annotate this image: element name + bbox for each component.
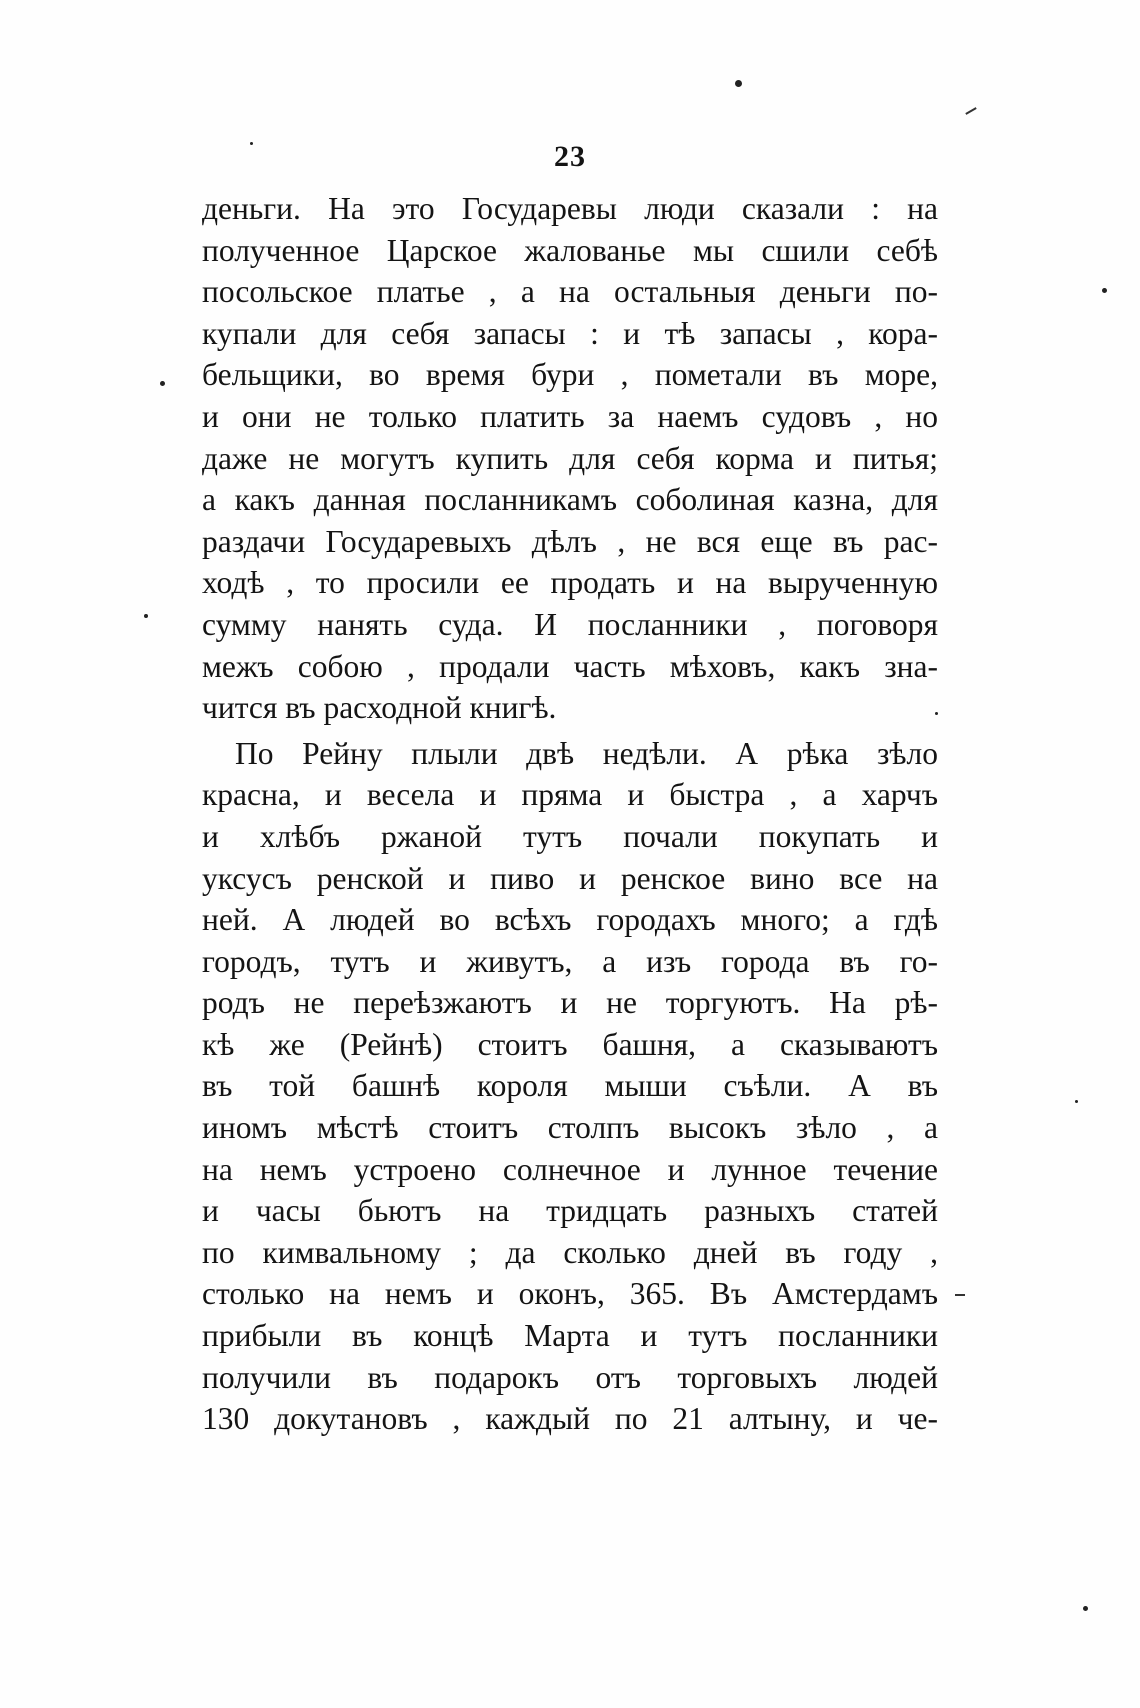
- scan-stroke: [965, 107, 976, 115]
- scan-speck: [250, 142, 253, 145]
- scan-speck: [144, 614, 148, 618]
- scan-speck: [1102, 288, 1107, 293]
- text-line: на немъ устроено солнечное и лунное течение: [202, 1151, 938, 1187]
- text-line: въ той башнѣ короля мыши съѣли. А въ: [202, 1068, 938, 1104]
- text-line: ходѣ , то просили ее продать и на вырученную: [202, 565, 938, 601]
- text-line: межъ собою , продали часть мѣховъ, какъ зна-: [202, 648, 938, 684]
- text-line: и хлѣбъ ржаной тутъ почали покупать и: [202, 818, 938, 854]
- text-line: прибыли въ концѣ Марта и тутъ посланники: [202, 1318, 938, 1354]
- text-line: кѣ же (Рейнѣ) стоитъ башня, а сказываютъ: [202, 1026, 938, 1062]
- text-line: уксусъ ренской и пиво и ренское вино все на: [202, 860, 938, 896]
- text-line: родъ не переѣзжаютъ и не торгуютъ. На рѣ-: [202, 985, 938, 1021]
- page-number: 23: [554, 140, 586, 173]
- text-line: и они не только платить за наемъ судовъ , но: [202, 398, 938, 434]
- text-line: по кимвальному ; да сколько дней въ году ,: [202, 1234, 938, 1270]
- scan-speck: [935, 712, 938, 715]
- text-line: а какъ данная посланникамъ соболиная казна, для: [202, 482, 938, 518]
- text-line: получили въ подарокъ отъ торговыхъ людей: [202, 1359, 938, 1395]
- body-text: [202, 188, 938, 1440]
- scan-speck: [1075, 1100, 1078, 1103]
- text-line: даже не могутъ купить для себя корма и питья;: [202, 440, 938, 476]
- text-line: ней. А людей во всѣхъ городахъ много; а гдѣ: [202, 902, 938, 938]
- text-line: посольское платье , а на остальныя деньги по-: [202, 274, 938, 310]
- text-line: чится въ расходной книгѣ.: [202, 690, 557, 726]
- text-line: столько на немъ и оконъ, 365. Въ Амстердамъ: [202, 1276, 938, 1312]
- text-line: иномъ мѣстѣ стоитъ столпъ высокъ зѣло , а: [202, 1110, 938, 1146]
- text-line: раздачи Государевыхъ дѣлъ , не вся еще въ рас-: [202, 523, 938, 559]
- text-line: бельщики, во время бури , пометали въ море,: [202, 357, 938, 393]
- text-line: городъ, тутъ и живутъ, а изъ города въ го-: [202, 943, 938, 979]
- text-line: сумму нанять суда. И посланники , поговоря: [202, 606, 938, 642]
- scan-stroke: [955, 1294, 965, 1296]
- scan-speck: [1083, 1606, 1088, 1611]
- scan-speck: [735, 80, 742, 87]
- text-line: По Рейну плыли двѣ недѣли. А рѣка зѣло: [235, 735, 938, 771]
- scan-speck: [160, 381, 165, 386]
- text-line: полученное Царское жалованье мы сшили себѣ: [202, 232, 938, 268]
- text-line: 130 докутановъ , каждый по 21 алтыну, и че-: [202, 1401, 938, 1437]
- text-line: деньги. На это Государевы люди сказали : на: [202, 191, 938, 226]
- text-line: красна, и весела и пряма и быстра , а харчъ: [202, 777, 938, 813]
- text-line: и часы бьютъ на тридцать разныхъ статей: [202, 1193, 938, 1229]
- text-line: купали для себя запасы : и тѣ запасы , кора-: [202, 315, 938, 351]
